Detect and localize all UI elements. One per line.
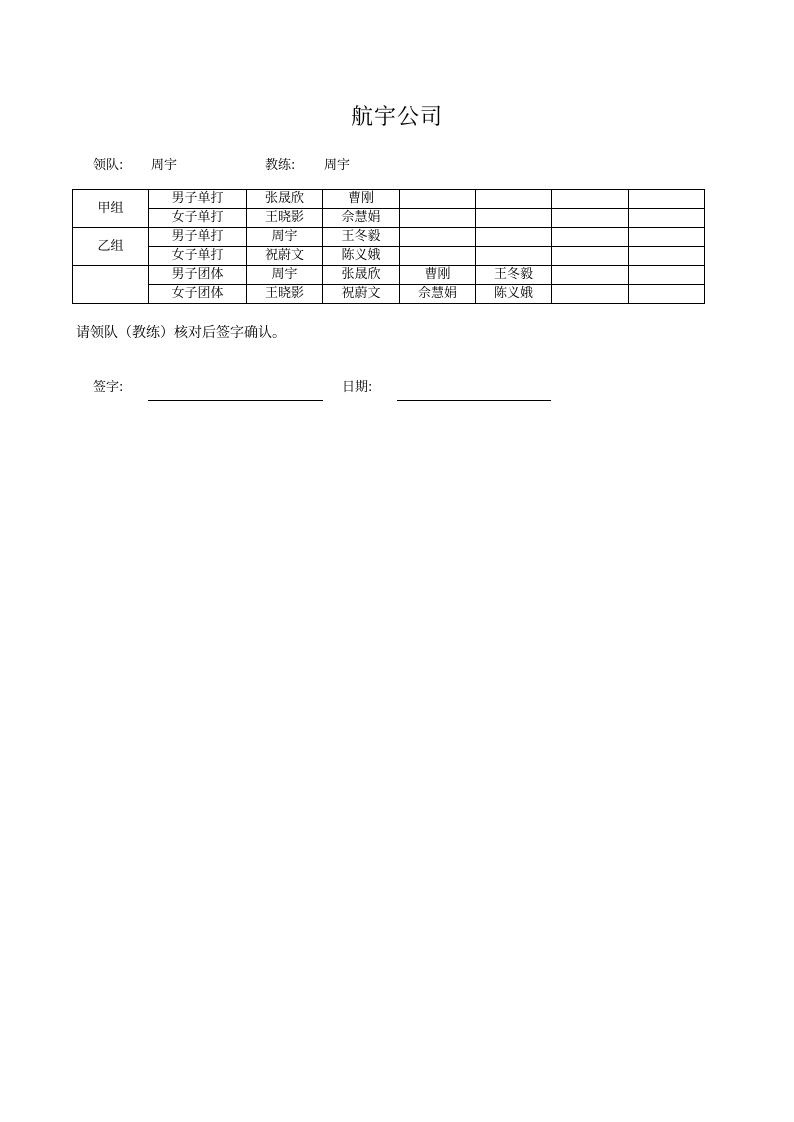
player-cell: 周宇 bbox=[247, 266, 323, 285]
confirmation-note: 请领队（教练）核对后签字确认。 bbox=[76, 325, 286, 341]
player-cell: 佘慧娟 bbox=[400, 285, 476, 304]
player-cell bbox=[400, 209, 476, 228]
coach-label: 教练: bbox=[265, 158, 296, 173]
player-cell: 王冬毅 bbox=[476, 266, 552, 285]
player-cell bbox=[400, 228, 476, 247]
group-name-cell bbox=[73, 266, 149, 304]
player-cell bbox=[476, 209, 552, 228]
player-cell: 陈义娥 bbox=[476, 285, 552, 304]
player-cell: 陈义娥 bbox=[323, 247, 400, 266]
table-row bbox=[73, 285, 705, 304]
table-row bbox=[73, 266, 705, 285]
player-cell bbox=[629, 209, 705, 228]
table-row bbox=[73, 247, 705, 266]
player-cell: 张晟欣 bbox=[247, 190, 323, 209]
table-row bbox=[73, 209, 705, 228]
player-cell: 曹刚 bbox=[323, 190, 400, 209]
group-name-cell: 甲组 bbox=[73, 190, 149, 228]
player-cell bbox=[476, 247, 552, 266]
player-cell: 祝蔚文 bbox=[247, 247, 323, 266]
player-cell bbox=[552, 247, 629, 266]
player-cell: 王晓影 bbox=[247, 209, 323, 228]
event-cell: 女子团体 bbox=[149, 285, 247, 304]
player-cell bbox=[400, 247, 476, 266]
player-cell bbox=[629, 228, 705, 247]
event-cell: 女子单打 bbox=[149, 247, 247, 266]
player-cell bbox=[552, 190, 629, 209]
player-cell bbox=[629, 247, 705, 266]
player-cell bbox=[552, 285, 629, 304]
document-title: 航宇公司 bbox=[350, 105, 443, 130]
table-row bbox=[73, 190, 705, 209]
signature-line[interactable] bbox=[148, 400, 323, 401]
leader-label: 领队: bbox=[93, 158, 124, 173]
date-line[interactable] bbox=[397, 400, 551, 401]
event-cell: 男子团体 bbox=[149, 266, 247, 285]
coach-name: 周宇 bbox=[324, 158, 351, 173]
event-cell: 女子单打 bbox=[149, 209, 247, 228]
player-cell: 王冬毅 bbox=[323, 228, 400, 247]
team-roster-table bbox=[72, 189, 705, 304]
player-cell: 王晓影 bbox=[247, 285, 323, 304]
event-cell: 男子单打 bbox=[149, 190, 247, 209]
player-cell bbox=[476, 228, 552, 247]
player-cell: 佘慧娟 bbox=[323, 209, 400, 228]
player-cell bbox=[476, 190, 552, 209]
leader-name: 周宇 bbox=[151, 158, 178, 173]
group-name-cell: 乙组 bbox=[73, 228, 149, 266]
player-cell: 周宇 bbox=[247, 228, 323, 247]
event-cell: 男子单打 bbox=[149, 228, 247, 247]
player-cell bbox=[400, 190, 476, 209]
player-cell: 曹刚 bbox=[400, 266, 476, 285]
player-cell bbox=[629, 285, 705, 304]
signature-label: 签字: bbox=[93, 380, 124, 395]
player-cell bbox=[552, 209, 629, 228]
date-label: 日期: bbox=[342, 380, 373, 395]
table-row bbox=[73, 228, 705, 247]
player-cell bbox=[629, 190, 705, 209]
player-cell: 祝蔚文 bbox=[323, 285, 400, 304]
player-cell bbox=[629, 266, 705, 285]
player-cell bbox=[552, 266, 629, 285]
player-cell: 张晟欣 bbox=[323, 266, 400, 285]
player-cell bbox=[552, 228, 629, 247]
